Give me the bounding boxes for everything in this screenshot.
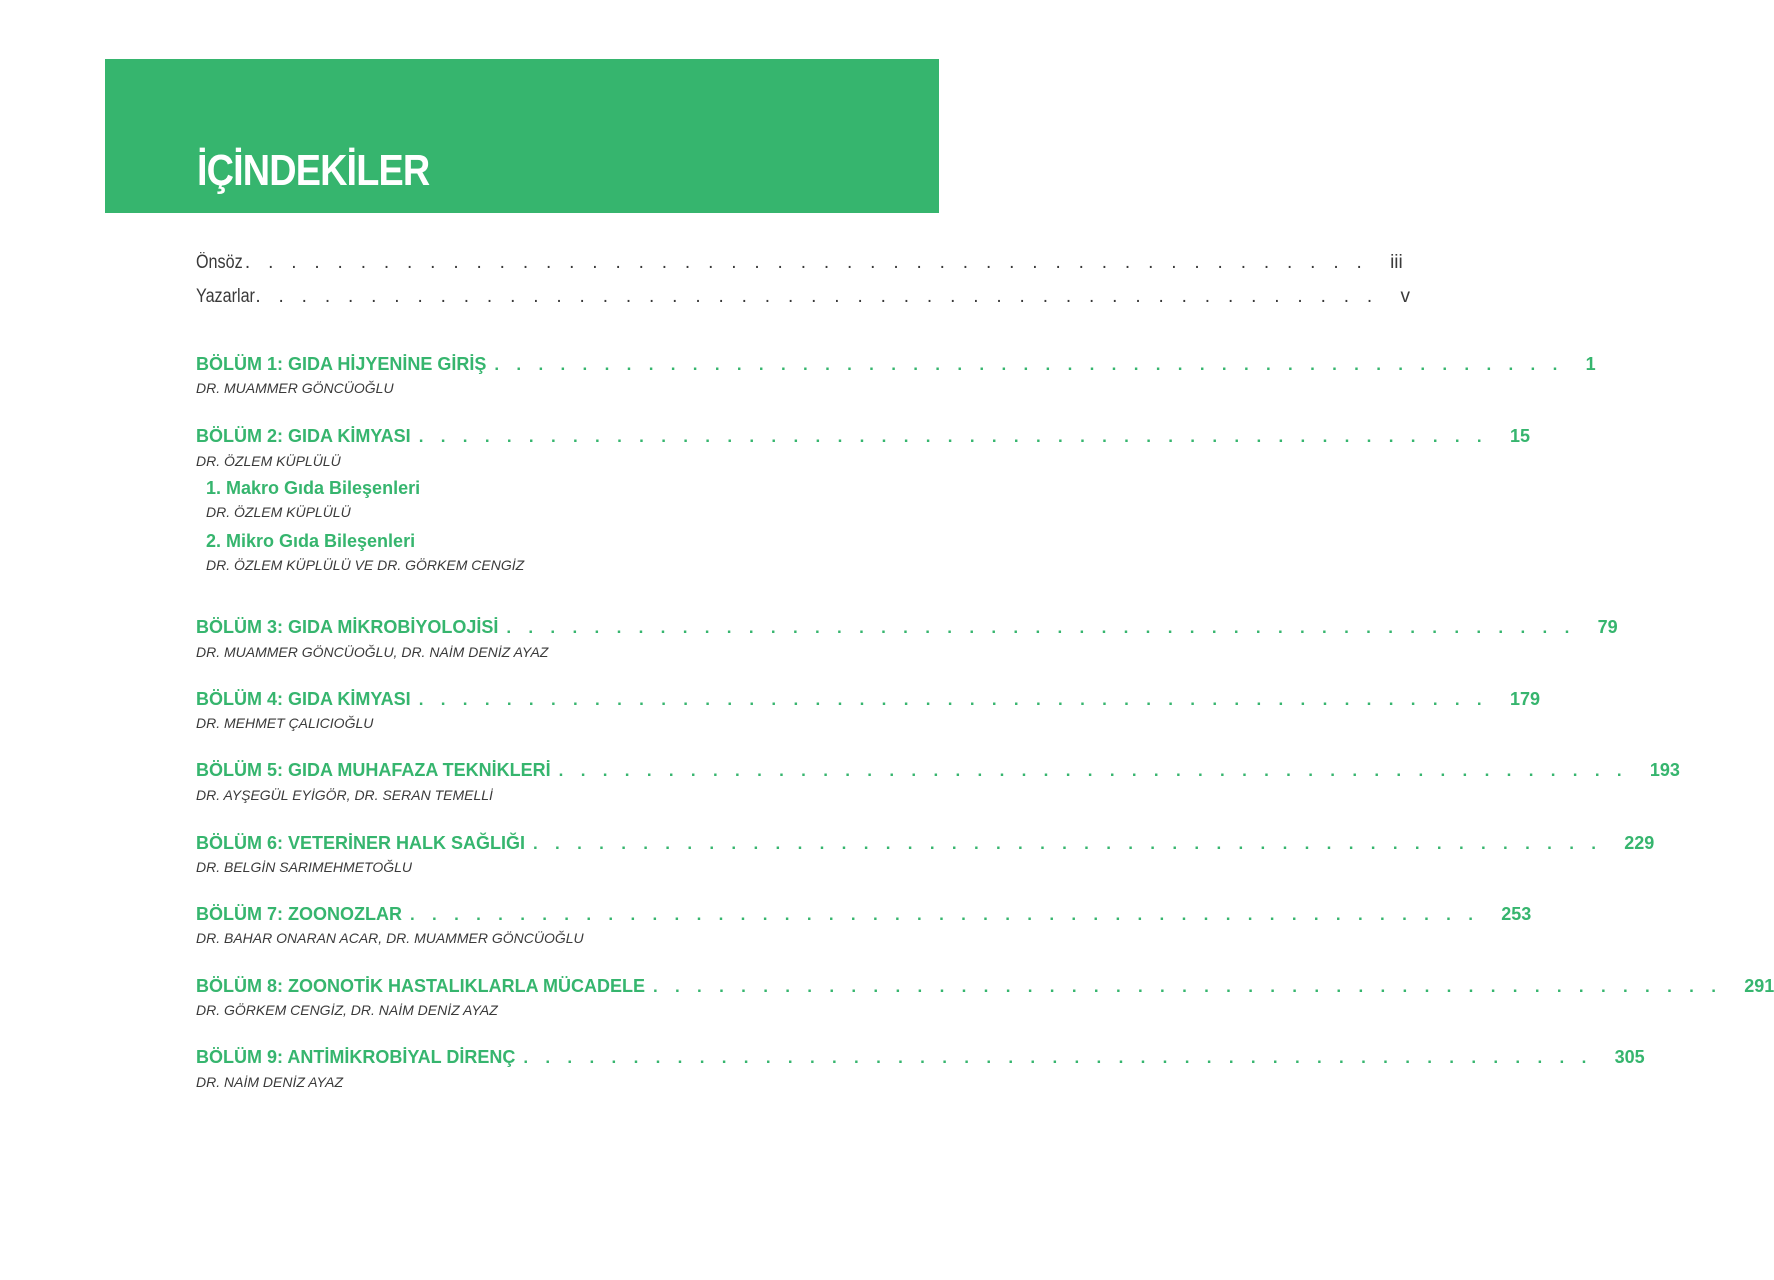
chapter-title: BÖLÜM 5: GIDA MUHAFAZA TEKNİKLERİ [196,760,551,780]
chapter-title: BÖLÜM 8: ZOONOTİK HASTALIKLARLA MÜCADELE [196,976,645,996]
toc-page-number: iii [1390,252,1403,273]
chapter-author: DR. MEHMET ÇALICIOĞLU [196,715,374,731]
header-band [105,59,939,213]
toc-entry-chapter-8[interactable] [196,976,1774,997]
section-author: DR. ÖZLEM KÜPLÜLÜ VE DR. GÖRKEM CENGİZ [206,557,525,573]
chapter-author: DR. ÖZLEM KÜPLÜLÜ [196,453,341,469]
toc-page-number: 1 [1585,354,1596,374]
chapter-title: BÖLÜM 6: VETERİNER HALK SAĞLIĞI [196,833,526,853]
toc-entry-chapter-5[interactable] [196,760,1680,781]
section-title[interactable]: 1. Makro Gıda Bileşenleri [206,478,421,498]
chapter-title: BÖLÜM 9: ANTİMİKROBİYAL DİRENÇ [196,1047,516,1067]
toc-entry-chapter-3[interactable] [196,617,1618,638]
chapter-author: DR. NAİM DENİZ AYAZ [196,1074,344,1090]
chapter-title: BÖLÜM 2: GIDA KİMYASI [196,426,411,446]
toc-page-number: 179 [1509,689,1540,709]
dot-leader: . . . . . . . . . . . . . . . . . . . . . . . . . . . . . . . . . . . . . . . . . . . . . . . . . [418,427,1488,446]
chapter-author: DR. BELGİN SARIMEHMETOĞLU [196,859,413,875]
section-author: DR. ÖZLEM KÜPLÜLÜ [206,504,351,520]
toc-page-number: 305 [1614,1047,1645,1067]
toc-page-number: v [1400,286,1410,307]
dot-leader: . . . . . . . . . . . . . . . . . . . . . . . . . . . . . . . . . . . . . . . . . . . . . . . . . [506,618,1576,637]
toc-entry-chapter-9[interactable] [196,1047,1645,1068]
toc-entry-authors[interactable] [196,286,1410,308]
dot-leader: . . . . . . . . . . . . . . . . . . . . . . . . . . . . . . . . . . . . . . . . . . . . . . . . . [409,905,1480,924]
chapter-author: DR. GÖRKEM CENGİZ, DR. NAİM DENİZ AYAZ [196,1002,498,1018]
page-title: İÇİNDEKİLER [197,146,430,195]
chapter-title: BÖLÜM 3: GIDA MİKROBİYOLOJİSİ [196,617,499,637]
chapter-title: BÖLÜM 7: ZOONOZLAR [196,904,402,924]
toc-entry-preface[interactable] [196,252,1403,274]
chapter-title: BÖLÜM 1: GIDA HİJYENİNE GİRİŞ [196,354,487,374]
toc-page-number: 291 [1744,976,1774,996]
toc-entry-label: Önsöz [196,252,243,273]
toc-page-number: 79 [1597,617,1618,637]
dot-leader: . . . . . . . . . . . . . . . . . . . . . . . . . . . . . . . . . . . . . . . . . . . . . . . . . [494,355,1564,374]
chapter-author: DR. MUAMMER GÖNCÜOĞLU [196,380,394,396]
dot-leader: . . . . . . . . . . . . . . . . . . . . . . . . . . . . . . . . . . . . . . . . . . . . . . . . . [533,834,1603,853]
chapter-title: BÖLÜM 4: GIDA KİMYASI [196,689,411,709]
dot-leader: . . . . . . . . . . . . . . . . . . . . . . . . . . . . . . . . . . . . . . . . . . . . . . . . . [255,286,1379,307]
dot-leader: . . . . . . . . . . . . . . . . . . . . . . . . . . . . . . . . . . . . . . . . . . . . . . . . . [418,690,1488,709]
toc-page-number: 253 [1501,904,1532,924]
toc-entry-chapter-2[interactable] [196,426,1530,447]
toc-entry-label: Yazarlar [196,286,255,307]
chapter-author: DR. MUAMMER GÖNCÜOĞLU, DR. NAİM DENİZ AYAZ [196,644,549,660]
toc-page-number: 15 [1509,426,1530,446]
dot-leader: . . . . . . . . . . . . . . . . . . . . . . . . . . . . . . . . . . . . . . . . . . . . . . . . . [558,761,1628,780]
dot-leader: . . . . . . . . . . . . . . . . . . . . . . . . . . . . . . . . . . . . . . . . . . . . . . . . . [523,1048,1593,1067]
section-title[interactable]: 2. Mikro Gıda Bileşenleri [206,531,416,551]
toc-entry-chapter-7[interactable] [196,904,1532,925]
chapter-author: DR. BAHAR ONARAN ACAR, DR. MUAMMER GÖNCÜOĞLU [196,930,584,946]
chapter-author: DR. AYŞEGÜL EYİGÖR, DR. SERAN TEMELLİ [196,787,493,803]
dot-leader: . . . . . . . . . . . . . . . . . . . . . . . . . . . . . . . . . . . . . . . . . . . . . . . . . [244,252,1369,273]
dot-leader: . . . . . . . . . . . . . . . . . . . . . . . . . . . . . . . . . . . . . . . . . . . . . . . . . [652,977,1723,996]
toc-entry-chapter-6[interactable] [196,833,1655,854]
toc-page-number: 229 [1624,833,1655,853]
toc-entry-chapter-1[interactable] [196,354,1596,375]
toc-entry-chapter-4[interactable] [196,689,1540,710]
toc-page-number: 193 [1649,760,1680,780]
